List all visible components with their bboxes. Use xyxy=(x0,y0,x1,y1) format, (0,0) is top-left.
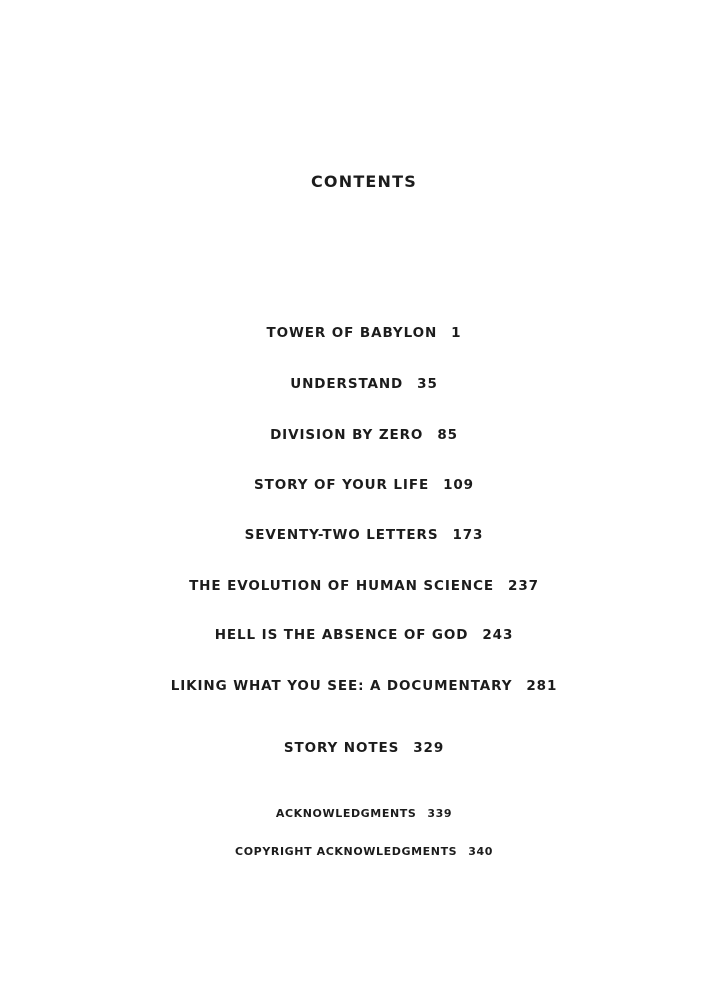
toc-entry-title: UNDERSTAND xyxy=(290,376,404,392)
toc-entry xyxy=(0,578,728,594)
toc-entry-title: STORY NOTES xyxy=(283,740,400,756)
toc-entry-title: THE EVOLUTION OF HUMAN SCIENCE xyxy=(189,578,495,594)
toc-entry xyxy=(0,325,728,341)
toc-entry-title: LIKING WHAT YOU SEE: A DOCUMENTARY xyxy=(170,678,513,694)
toc-entry xyxy=(0,427,728,443)
toc-entry xyxy=(0,627,728,643)
toc-entry xyxy=(0,678,728,694)
toc-entry xyxy=(0,807,728,820)
toc-entry-page: 173 xyxy=(452,527,484,543)
page-title: CONTENTS xyxy=(310,172,417,191)
toc-entry xyxy=(0,845,728,858)
toc-entry-page: 243 xyxy=(482,627,514,643)
toc-entry-title: HELL IS THE ABSENCE OF GOD xyxy=(214,627,469,643)
toc-entry xyxy=(0,477,728,493)
toc-entry xyxy=(0,376,728,392)
toc-entry-title: TOWER OF BABYLON xyxy=(266,325,438,341)
toc-entry-page: 35 xyxy=(417,376,438,392)
toc-entry-title: SEVENTY-TWO LETTERS xyxy=(244,527,439,543)
toc-entry-title: ACKNOWLEDGMENTS xyxy=(275,807,417,820)
toc-entry xyxy=(0,740,728,756)
toc-entry-page: 1 xyxy=(451,325,462,341)
toc-entry-page: 85 xyxy=(437,427,458,443)
toc-entry xyxy=(0,527,728,543)
toc-entry-page: 281 xyxy=(526,678,558,694)
toc-entry-page: 339 xyxy=(427,807,453,820)
toc-entry-page: 340 xyxy=(468,845,493,858)
toc-entry-page: 329 xyxy=(413,740,445,756)
toc-entry-title: COPYRIGHT ACKNOWLEDGMENTS xyxy=(235,845,458,858)
toc-entry-title: DIVISION BY ZERO xyxy=(270,427,424,443)
toc-entry-page: 109 xyxy=(443,477,474,493)
toc-entry-title: STORY OF YOUR LIFE xyxy=(254,477,430,493)
toc-entry-page: 237 xyxy=(508,578,539,594)
